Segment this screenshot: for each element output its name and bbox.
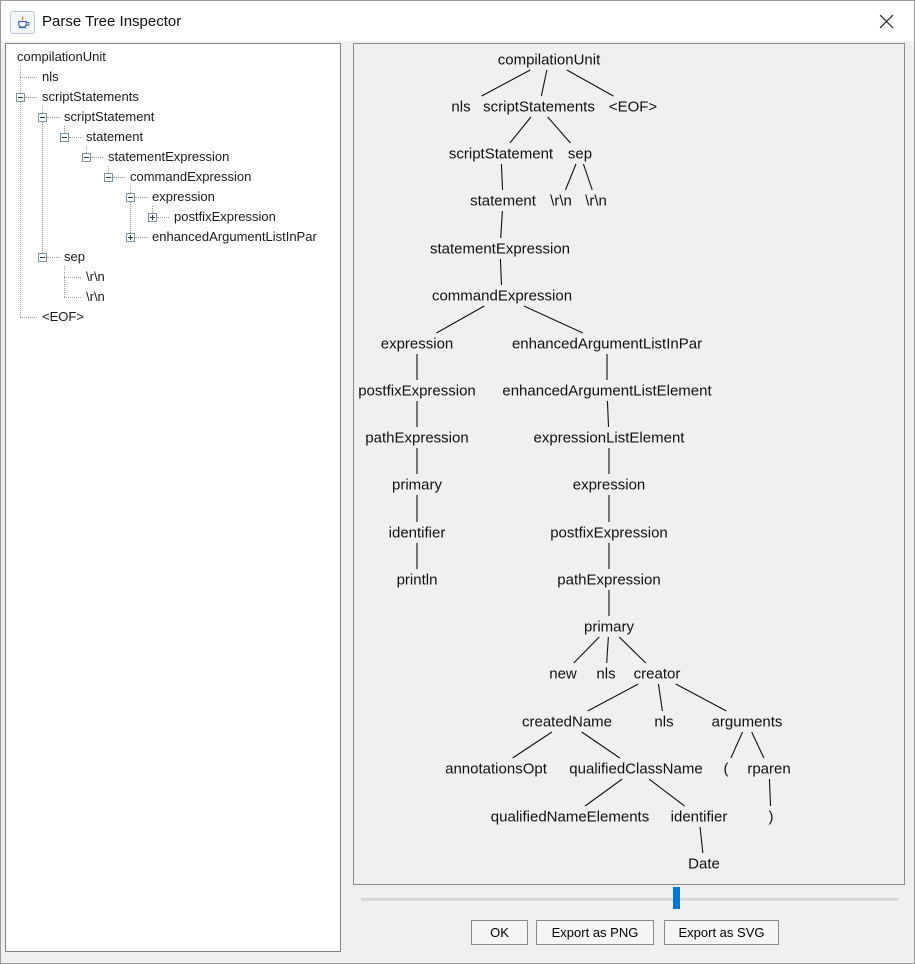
collapse-handle-icon[interactable] [60,133,69,142]
graph-node: sep [567,145,593,163]
tree-connector [20,317,37,318]
parse-tree-canvas [353,43,905,885]
graph-node: nls [654,713,674,731]
graph-node: \r\n [550,192,572,210]
expand-handle-icon[interactable] [148,213,157,222]
graph-node: qualifiedNameElements [490,808,650,826]
graph-node: primary [583,618,635,636]
graph-node: postfixExpression [550,524,668,542]
tree-row[interactable]: commandExpression [130,169,252,184]
ast-tree-panel[interactable] [5,43,341,952]
graph-node: statement [470,192,536,210]
tree-row[interactable]: postfixExpression [174,209,276,224]
graph-node: scriptStatement [448,145,554,163]
tree-connector [64,297,81,298]
tree-row[interactable]: statement [86,129,144,144]
tree-connector [47,117,59,118]
tree-connector [91,157,103,158]
graph-node: createdName [521,713,613,731]
tree-connector [113,177,125,178]
graph-node: \r\n [585,192,607,210]
tree-connector [69,137,81,138]
graph-node: Date [688,855,720,873]
tree-row[interactable]: \r\n [86,269,105,284]
tree-connector [20,77,37,78]
graph-node: postfixExpression [358,382,476,400]
collapse-handle-icon[interactable] [38,253,47,262]
collapse-handle-icon[interactable] [16,93,25,102]
graph-node: nls [451,98,471,116]
graph-node: ) [768,808,774,826]
zoom-slider-thumb[interactable] [673,887,680,909]
graph-node: <EOF> [608,98,658,116]
tree-connector [47,257,59,258]
tree-connector [20,66,21,317]
graph-node: commandExpression [431,287,573,305]
graph-node: identifier [670,808,728,826]
tree-row[interactable]: \r\n [86,289,105,304]
tree-row[interactable]: expression [152,189,215,204]
graph-node: scriptStatements [483,98,595,116]
tree-connector [64,277,81,278]
zoom-slider-track[interactable] [361,898,898,901]
expand-handle-icon[interactable] [126,233,135,242]
graph-node: annotationsOpt [445,760,547,778]
graph-node: rparen [747,760,791,778]
graph-node: expression [572,476,646,494]
graph-node: arguments [711,713,783,731]
collapse-handle-icon[interactable] [104,173,113,182]
tree-connector [135,237,147,238]
parse-tree-edges [354,44,904,884]
graph-node: expression [380,335,454,353]
close-icon [879,14,894,29]
graph-node: println [396,571,438,589]
tree-connector [157,217,169,218]
tree-row[interactable]: scriptStatements [42,89,139,104]
titlebar [1,1,914,41]
tree-connector [135,197,147,198]
graph-node: qualifiedClassName [569,760,703,778]
tree-row[interactable]: sep [64,249,85,264]
graph-node: enhancedArgumentListElement [502,382,712,400]
graph-node: pathExpression [365,429,469,447]
graph-node: compilationUnit [497,51,601,69]
java-icon [10,11,35,34]
graph-node: identifier [388,524,446,542]
tree-row[interactable]: scriptStatement [64,109,155,124]
graph-node: statementExpression [429,240,571,258]
export-png-button[interactable]: Export as PNG [536,920,654,945]
graph-node: enhancedArgumentListInPar [511,335,703,353]
tree-row[interactable]: <EOF> [42,309,84,324]
graph-node: pathExpression [557,571,661,589]
graph-node: new [549,665,577,683]
tree-row[interactable]: statementExpression [108,149,230,164]
graph-node: ( [723,760,729,778]
graph-node: primary [391,476,443,494]
graph-node: expressionListElement [533,429,685,447]
collapse-handle-icon[interactable] [126,193,135,202]
graph-node: creator [633,665,681,683]
tree-row[interactable]: nls [42,69,59,84]
collapse-handle-icon[interactable] [38,113,47,122]
tree-connector [42,106,43,257]
tree-row[interactable]: enhancedArgumentListInPar [152,229,317,244]
ok-button[interactable]: OK [471,920,528,945]
graph-node: nls [596,665,616,683]
window-title: Parse Tree Inspector [42,13,182,30]
export-svg-button[interactable]: Export as SVG [664,920,779,945]
tree-row[interactable]: compilationUnit [17,49,106,64]
tree-connector [25,97,37,98]
tree-connector [64,266,65,297]
collapse-handle-icon[interactable] [82,153,91,162]
close-button[interactable] [866,7,906,35]
